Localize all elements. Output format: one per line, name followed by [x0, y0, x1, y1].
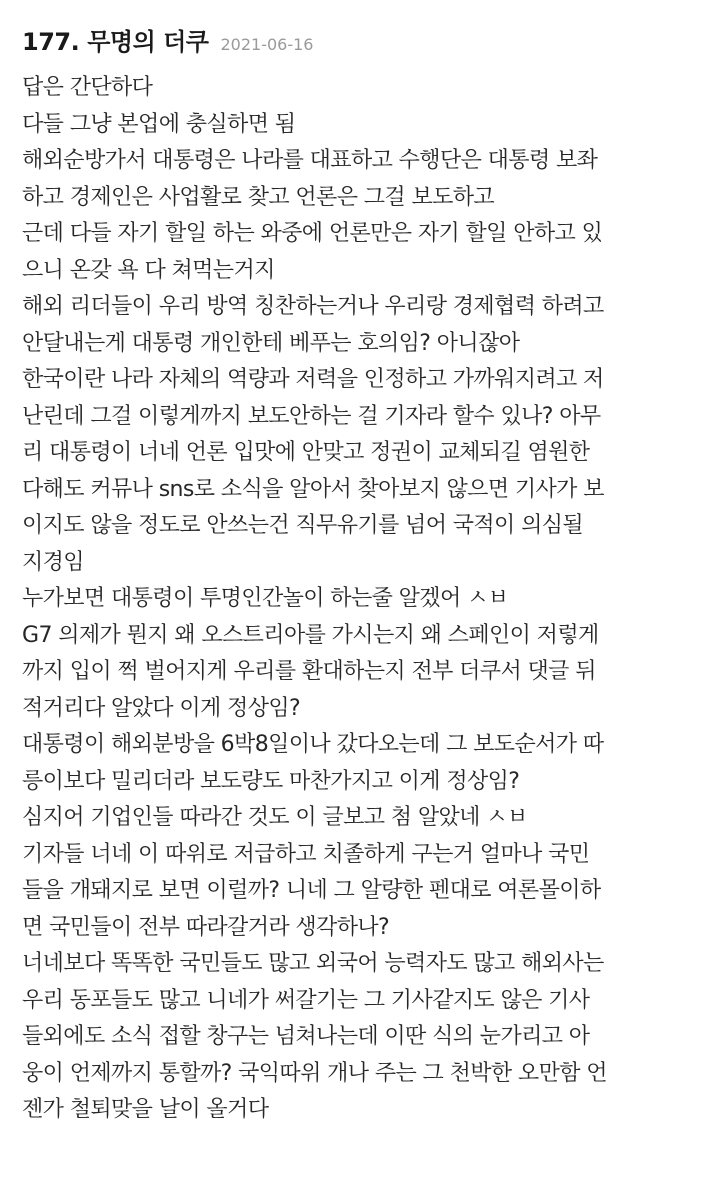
comment-line: 들을 개돼지로 보면 이럴까? 니네 그 알량한 펜대로 여론몰이하	[22, 878, 601, 903]
comment-line: 이지도 않을 정도로 안쓰는건 직무유기를 넘어 국적이 의심될	[22, 513, 584, 538]
comment-line: 으니 온갖 욕 다 쳐먹는거지	[22, 257, 275, 283]
comment-number: 177.	[22, 28, 80, 56]
comment-line: 지경임	[22, 549, 84, 575]
comment-line: 대통령이 해외분방을 6박8일이나 갔다오는데 그 보도순서가 따	[22, 732, 604, 757]
comment-line: 근데 다들 자기 할일 하는 와중에 언론만은 자기 할일 안하고 있	[22, 221, 603, 246]
comment-body	[22, 70, 706, 1129]
comment-line: 하고 경제인은 사업활로 찾고 언론은 그걸 보도하고	[22, 184, 495, 210]
comment-header	[22, 22, 706, 64]
comment-line: 다들 그냥 본업에 충실하면 됨	[22, 111, 296, 137]
comment-line: 까지 입이 쩍 벌어지게 우리를 환대하는지 전부 더쿠서 댓글 뒤	[22, 659, 596, 684]
comment-line: 안달내는게 대통령 개인한테 베푸는 호의임? 아니잖아	[22, 330, 520, 356]
comment-line: 릉이보다 밀리더라 보도량도 마찬가지고 이게 정상임?	[22, 768, 520, 794]
comment-line: 답은 간단하다	[22, 75, 153, 100]
comment-line: 젠가 철퇴맞을 날이 올거다	[22, 1097, 269, 1122]
comment-line: 기자들 너네 이 따위로 저급하고 치졸하게 구는거 얼마나 국민	[22, 841, 590, 867]
comment-line: 누가보면 대통령이 투명인간놀이 하는줄 알겠어 ㅅㅂ	[22, 586, 509, 611]
comment-line: 해외 리더들이 우리 방역 칭찬하는거나 우리랑 경제협력 하려고	[22, 294, 604, 319]
comment-line: 해외순방가서 대통령은 나라를 대표하고 수행단은 대통령 보좌	[22, 148, 598, 173]
comment-author[interactable]: 무명의 더쿠	[87, 28, 209, 56]
comment-block	[22, 22, 706, 1129]
comment-line: 다해도 커뮤나 sns로 소식을 알아서 찾아보지 않으면 기사가 보	[22, 476, 604, 502]
comment-line: 들외에도 소식 접할 창구는 넘쳐나는데 이딴 식의 눈가리고 아	[22, 1024, 590, 1049]
comment-line: 웅이 언제까지 통할까? 국익따위 개나 주는 그 천박한 오만함 언	[22, 1060, 607, 1086]
comment-line: 심지어 기업인들 따라간 것도 이 글보고 첨 알았네 ㅅㅂ	[22, 805, 528, 830]
comment-line: 적거리다 알았다 이게 정상임?	[22, 695, 301, 721]
comment-date: 2021-06-16	[220, 35, 314, 54]
comment-line: 난린데 그걸 이렇게까지 보도안하는 걸 기자라 할수 있나? 아무	[22, 403, 601, 429]
comment-line: 리 대통령이 너네 언론 입맛에 안맞고 정권이 교체되길 염원한	[22, 440, 590, 465]
comment-line: 한국이란 나라 자체의 역량과 저력을 인정하고 가까워지려고 저	[22, 367, 604, 392]
comment-line: 너네보다 똑똑한 국민들도 많고 외국어 능력자도 많고 해외사는	[22, 951, 604, 976]
comment-line: 우리 동포들도 많고 니네가 써갈기는 그 기사같지도 않은 기사	[22, 987, 590, 1013]
comment-line: G7 의제가 뭔지 왜 오스트리아를 가시는지 왜 스페인이 저렇게	[22, 622, 599, 648]
comment-line: 면 국민들이 전부 따라갈거라 생각하나?	[22, 914, 390, 940]
